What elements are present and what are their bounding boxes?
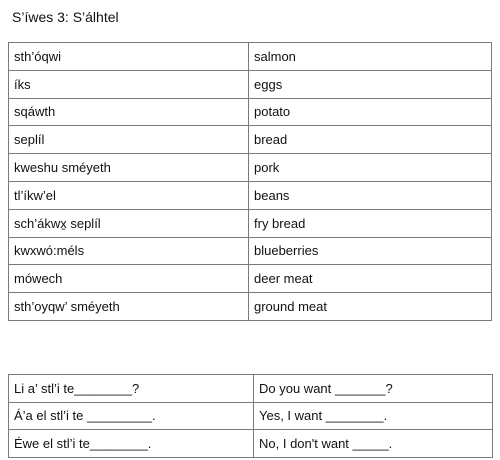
table-row	[9, 181, 492, 209]
english-word: pork	[249, 154, 492, 182]
halq-word: tl’íkw’el	[9, 181, 249, 209]
english-word: eggs	[249, 70, 492, 98]
vocabulary-table	[8, 42, 492, 321]
table-row	[9, 265, 492, 293]
table-row	[9, 402, 493, 430]
halq-word: kwxwó:méls	[9, 237, 249, 265]
table-row	[9, 430, 493, 458]
page-title: S’íwes 3: S’álhtel	[12, 9, 119, 25]
english-word: potato	[249, 98, 492, 126]
halq-word: sth’óqwi	[9, 43, 249, 71]
english-word: fry bread	[249, 209, 492, 237]
halq-phrase: Á’a el stl’i te _________.	[9, 402, 254, 430]
halq-word: kweshu sméyeth	[9, 154, 249, 182]
halq-word: seplíl	[9, 126, 249, 154]
table-row	[9, 154, 492, 182]
english-word: beans	[249, 181, 492, 209]
english-word: ground meat	[249, 293, 492, 321]
halq-word: mówech	[9, 265, 249, 293]
english-word: blueberries	[249, 237, 492, 265]
table-row	[9, 293, 492, 321]
table-row	[9, 70, 492, 98]
halq-phrase: Li a’ stl’i te________?	[9, 375, 254, 403]
english-word: deer meat	[249, 265, 492, 293]
table-row	[9, 375, 493, 403]
english-word: bread	[249, 126, 492, 154]
table-row	[9, 126, 492, 154]
table-row	[9, 209, 492, 237]
english-word: salmon	[249, 43, 492, 71]
halq-word: sch’ákwx̱ seplíl	[9, 209, 249, 237]
table-row	[9, 98, 492, 126]
table-row	[9, 237, 492, 265]
english-phrase: No, I don't want _____.	[254, 430, 493, 458]
halq-word: sqáwth	[9, 98, 249, 126]
english-phrase: Do you want _______?	[254, 375, 493, 403]
english-phrase: Yes, I want ________.	[254, 402, 493, 430]
halq-phrase: Éwe el stl’i te________.	[9, 430, 254, 458]
table-row	[9, 43, 492, 71]
halq-word: sth’oyqw’ sméyeth	[9, 293, 249, 321]
halq-word: íks	[9, 70, 249, 98]
phrases-table	[8, 374, 493, 458]
